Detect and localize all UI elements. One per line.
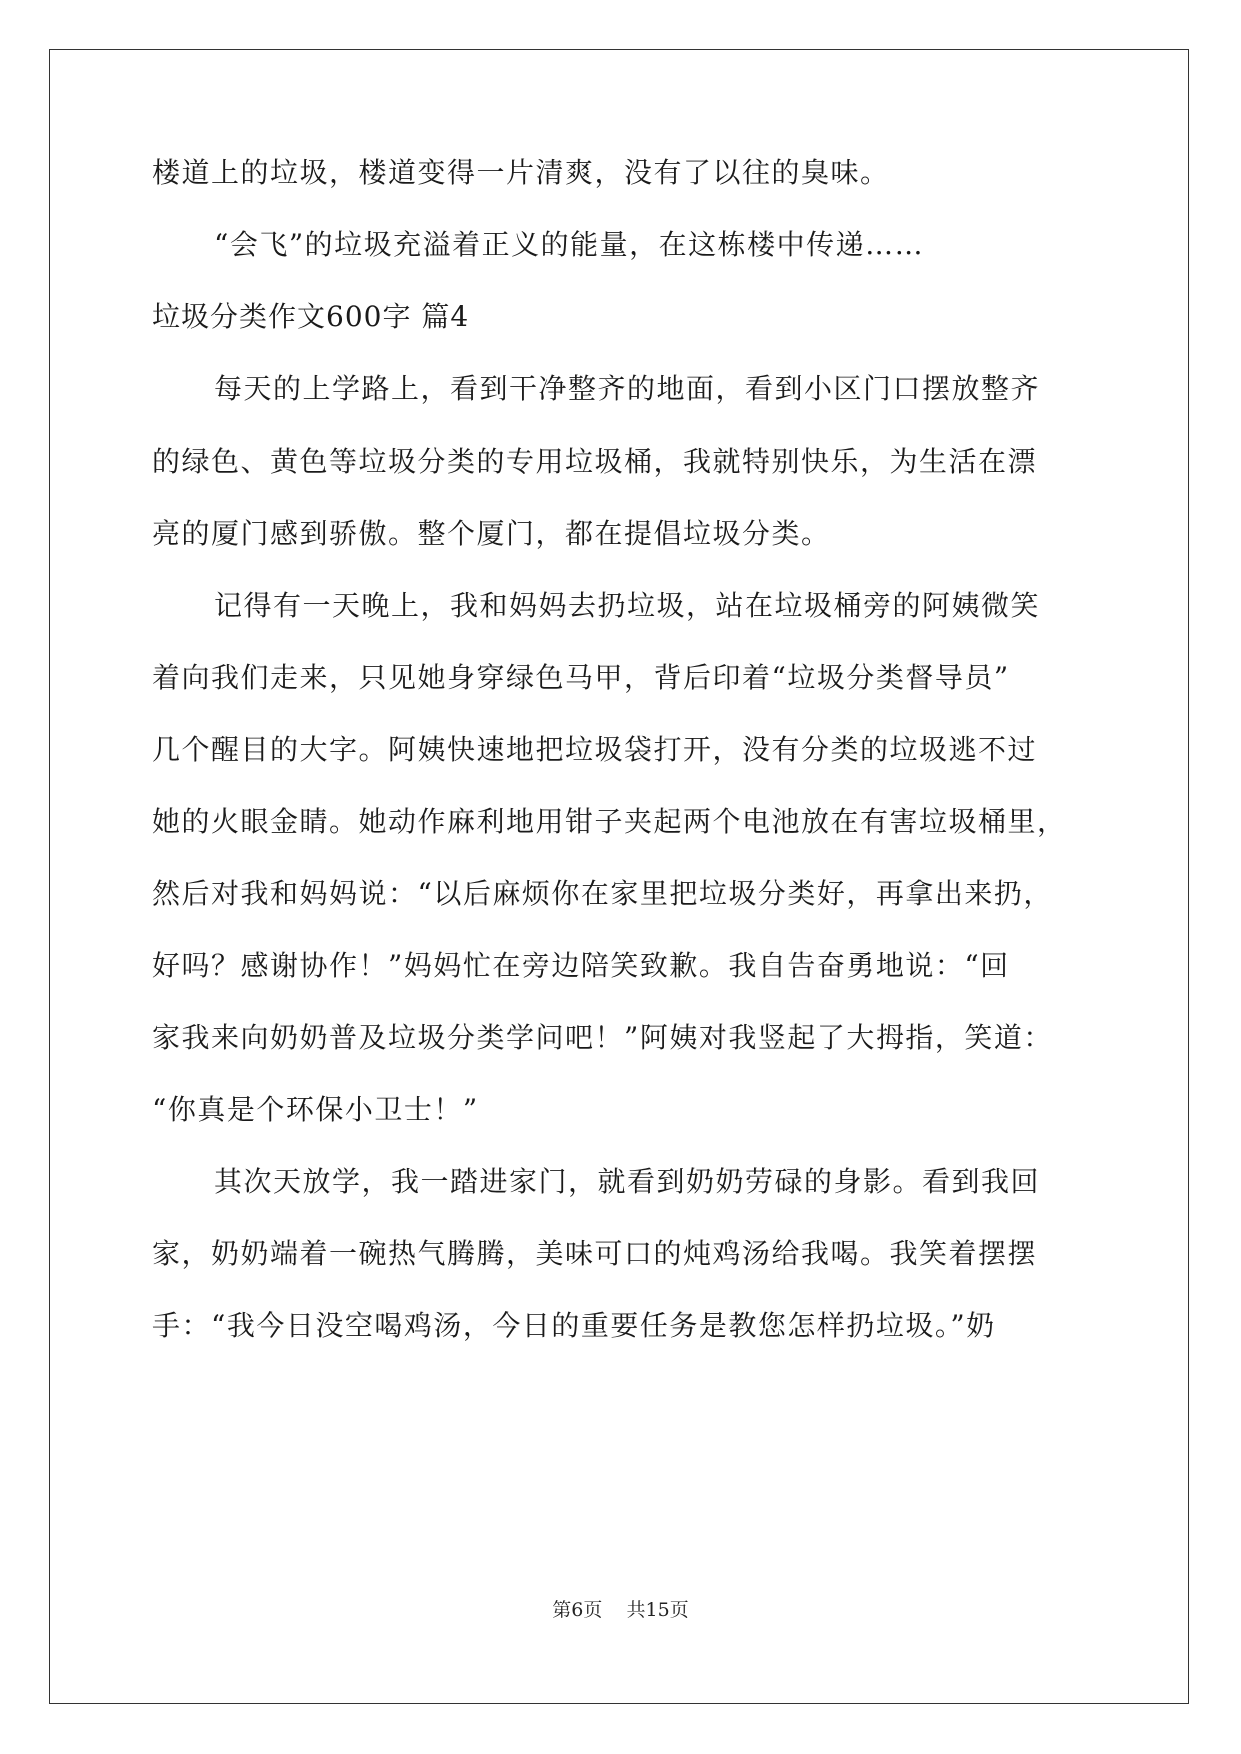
page-footer xyxy=(0,1598,1241,1622)
page-number: 第6页 xyxy=(552,1599,603,1621)
text-line: 手：“我今日没空喝鸡汤，今日的重要任务是教您怎样扔垃圾。”奶 xyxy=(152,1309,996,1342)
page-total: 共15页 xyxy=(626,1599,689,1621)
text-line: 她的火眼金睛。她动作麻利地用钳子夹起两个电池放在有害垃圾桶里， xyxy=(152,805,1067,838)
text-line: 每天的上学路上，看到干净整齐的地面，看到小区门口摆放整齐 xyxy=(214,372,1041,405)
text-line: 好吗？感谢协作！”妈妈忙在旁边陪笑致歉。我自告奋勇地说：“回 xyxy=(152,949,1010,982)
text-line: 着向我们走来，只见她身穿绿色马甲，背后印着“垃圾分类督导员” xyxy=(152,661,1010,694)
text-line: 家，奶奶端着一碗热气腾腾，美味可口的炖鸡汤给我喝。我笑着摆摆 xyxy=(152,1237,1038,1270)
text-line: 然后对我和妈妈说：“以后麻烦你在家里把垃圾分类好，再拿出来扔， xyxy=(152,877,1053,910)
section-heading: 垃圾分类作文600字 篇4 xyxy=(152,300,470,333)
text-line: 几个醒目的大字。阿姨快速地把垃圾袋打开，没有分类的垃圾逃不过 xyxy=(152,733,1038,766)
text-line: 其次天放学，我一踏进家门，就看到奶奶劳碌的身影。看到我回 xyxy=(214,1165,1041,1198)
text-line: “会飞”的垃圾充溢着正义的能量，在这栋楼中传递…… xyxy=(214,228,925,261)
text-line: 的绿色、黄色等垃圾分类的专用垃圾桶，我就特别快乐，为生活在漂 xyxy=(152,445,1038,478)
text-line: 记得有一天晚上，我和妈妈去扔垃圾，站在垃圾桶旁的阿姨微笑 xyxy=(214,589,1041,622)
text-line: 家我来向奶奶普及垃圾分类学问吧！”阿姨对我竖起了大拇指，笑道： xyxy=(152,1021,1053,1054)
text-line: 亮的厦门感到骄傲。整个厦门，都在提倡垃圾分类。 xyxy=(152,517,831,550)
text-line: 楼道上的垃圾，楼道变得一片清爽，没有了以往的臭味。 xyxy=(152,156,890,189)
text-line: “你真是个环保小卫士！” xyxy=(152,1093,479,1126)
